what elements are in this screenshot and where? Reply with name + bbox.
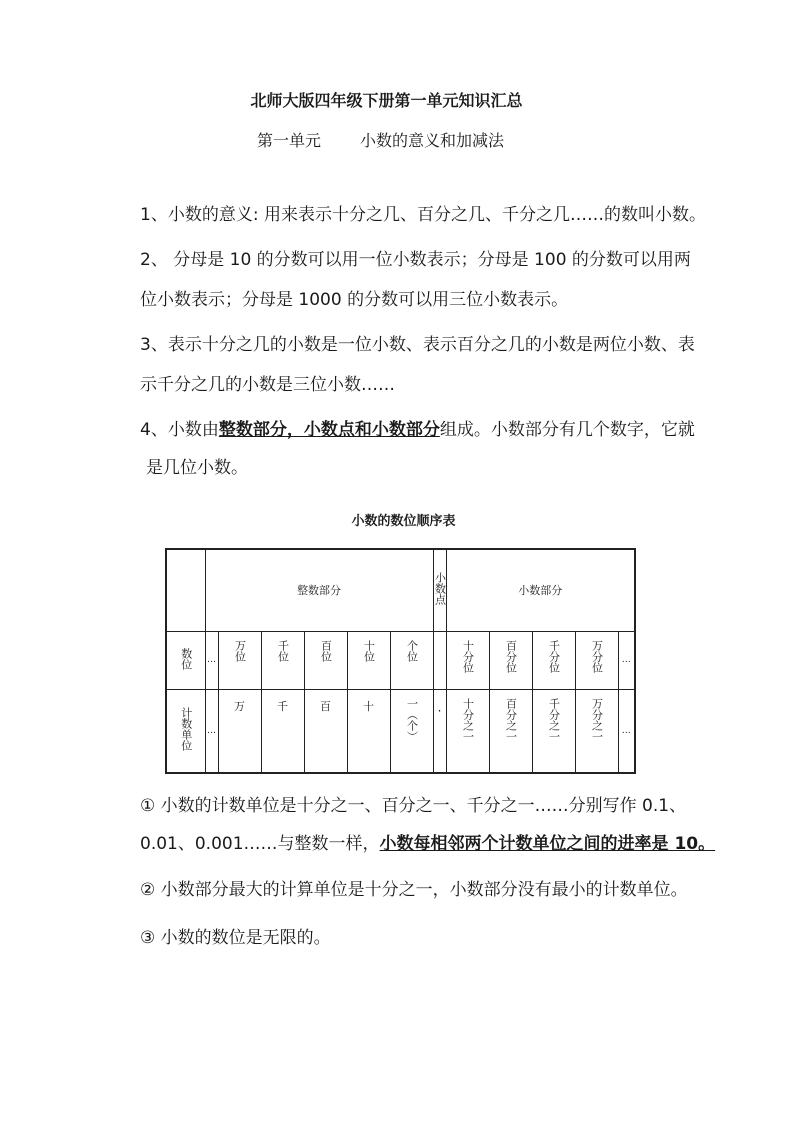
unit-thousandth: 千分之一 bbox=[547, 697, 561, 742]
unit-cell bbox=[575, 689, 618, 773]
corner-cell bbox=[166, 549, 205, 631]
place-cell bbox=[261, 631, 304, 689]
decimal-place-table bbox=[165, 548, 636, 774]
paragraph-2-line-2: 位小数表示；分母是 1000 的分数可以用三位小数表示。 bbox=[140, 290, 569, 310]
row-label-unit: 计数单位 bbox=[179, 707, 193, 752]
place-tens: 十位 bbox=[362, 639, 376, 662]
place-cell bbox=[575, 631, 618, 689]
ellipsis-left: … bbox=[205, 689, 218, 773]
paragraph-4-post: 组成。小数部分有几个数字，它就 bbox=[439, 420, 695, 440]
place-cell bbox=[489, 631, 532, 689]
unit-cell bbox=[489, 689, 532, 773]
unit-label: 第一单元 bbox=[257, 131, 322, 150]
place-cell bbox=[347, 631, 390, 689]
unit-one: 一（个） bbox=[405, 697, 419, 742]
table-title: 小数的数位顺序表 bbox=[351, 514, 456, 529]
note-3: ③ 小数的数位是无限的。 bbox=[140, 928, 331, 948]
place-cell bbox=[304, 631, 347, 689]
ellipsis-left: … bbox=[205, 631, 218, 689]
paragraph-3-line-1: 3、表示十分之几的小数是一位小数、表示百分之几的小数是两位小数、表 bbox=[140, 335, 695, 355]
place-ten-thousandths: 万分位 bbox=[590, 639, 604, 673]
unit-ten-thousandth: 万分之一 bbox=[590, 697, 604, 742]
paragraph-4-line-2: 是几位小数。 bbox=[146, 458, 248, 478]
place-hundredths: 百分位 bbox=[504, 639, 518, 673]
place-cell bbox=[390, 631, 433, 689]
note-1-line-1: ① 小数的计数单位是十分之一、百分之一、千分之一……分别写作 0.1、 bbox=[140, 796, 687, 816]
place-tenths: 十分位 bbox=[461, 639, 475, 673]
decimal-point-symbol: · bbox=[433, 689, 446, 773]
unit-cell bbox=[347, 689, 390, 773]
place-thousands: 千位 bbox=[276, 639, 290, 662]
unit-cell bbox=[304, 689, 347, 773]
unit-cell bbox=[446, 689, 489, 773]
row-label-unit-cell bbox=[166, 689, 205, 773]
header-integer-part: 整数部分 bbox=[205, 549, 433, 631]
paragraph-4-line-1 bbox=[140, 420, 695, 440]
note-2: ② 小数部分最大的计算单位是十分之一，小数部分没有最小的计数单位。 bbox=[140, 880, 688, 900]
point-column-empty bbox=[433, 631, 446, 689]
unit-cell bbox=[218, 689, 261, 773]
note-1-emphasis: 小数每相邻两个计数单位之间的进率是 10。 bbox=[379, 834, 716, 854]
unit-hundred: 百 bbox=[320, 699, 331, 713]
note-1-line-2 bbox=[140, 834, 715, 854]
paragraph-1: 1、小数的意义: 用来表示十分之几、百分之几、千分之几……的数叫小数。 bbox=[140, 205, 706, 225]
document-title: 北师大版四年级下册第一单元知识汇总 bbox=[250, 91, 523, 110]
unit-name: 小数的意义和加减法 bbox=[360, 131, 505, 150]
note-1-pre: 0.01、0.001……与整数一样， bbox=[140, 834, 380, 854]
unit-ten: 十 bbox=[363, 699, 374, 713]
paragraph-4-emphasis: 整数部分，小数点和小数部分 bbox=[218, 420, 440, 440]
unit-thousand: 千 bbox=[277, 699, 288, 713]
unit-hundredth: 百分之一 bbox=[504, 697, 518, 742]
paragraph-2-line-1: 2、 分母是 10 的分数可以用一位小数表示；分母是 100 的分数可以用两 bbox=[140, 250, 691, 270]
ellipsis-right: … bbox=[618, 631, 635, 689]
row-label-place-cell bbox=[166, 631, 205, 689]
ellipsis-right: … bbox=[618, 689, 635, 773]
header-decimal-part: 小数部分 bbox=[446, 549, 635, 631]
unit-cell bbox=[532, 689, 575, 773]
unit-cell bbox=[261, 689, 304, 773]
place-cell bbox=[446, 631, 489, 689]
row-label-place: 数位 bbox=[179, 647, 193, 670]
place-cell bbox=[218, 631, 261, 689]
unit-tenth: 十分之一 bbox=[461, 697, 475, 742]
paragraph-4-pre: 4、小数由 bbox=[140, 420, 219, 440]
place-hundreds: 百位 bbox=[319, 639, 333, 662]
place-ones: 个位 bbox=[405, 639, 419, 662]
place-thousandths: 千分位 bbox=[547, 639, 561, 673]
header-decimal-point: 小数点 bbox=[433, 572, 447, 606]
paragraph-3-line-2: 示千分之几的小数是三位小数…… bbox=[140, 375, 395, 395]
unit-cell bbox=[390, 689, 433, 773]
unit-ten-thousand: 万 bbox=[234, 699, 245, 713]
place-ten-thousands: 万位 bbox=[233, 639, 247, 662]
place-cell bbox=[532, 631, 575, 689]
header-decimal-point-cell bbox=[433, 549, 446, 631]
